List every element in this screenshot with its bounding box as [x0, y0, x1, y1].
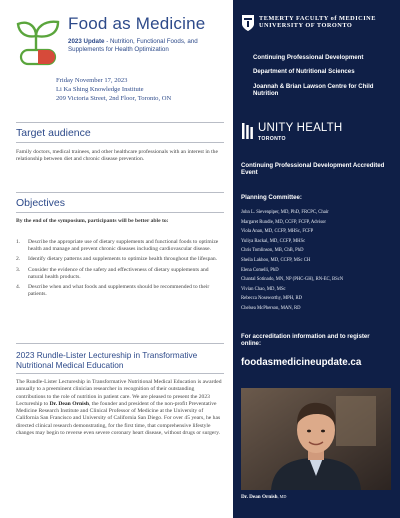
list-item: 1. Describe the appropriate use of dietary supplements and functional foods to optimize health and manage and prevent chronic diseases including cardiovascular disease. [16, 239, 219, 253]
department-item: Department of Nutritional Sciences [253, 68, 355, 76]
list-item: Viola Anan, MD, CCFP, MHSc, FCFP [241, 229, 314, 235]
planning-committee-list [241, 208, 395, 314]
planning-committee-heading: Planning Committee: [241, 194, 302, 201]
lectureship-text: The Rundle-Lister Lectureship in Transformative Nutritional Medical Education is awarded annually to a preeminent clinician researcher in recognition of their outstanding contributions to the role of nutrition in patient care. We are pleased to present the 2023 Lectureship to Dr. Dean Ornish, the founder and president of the non-profit Preventative Medicine Research Institute and Clinical Professor of Medicine at the University of California San Francisco and University of California San Diego. For over 45 years, he has directed clinical research demonstrating, for the first time, that comprehensive lifestyle changes may begin to reverse even severe coronary heart disease, without drugs or surgery. [16, 379, 222, 437]
unity-health-logo [241, 122, 391, 152]
divider [16, 343, 224, 344]
target-audience-text: Family doctors, medical trainees, and other healthcare professionals with an interest in the relationship between diet and chronic disease prevention. [16, 149, 218, 163]
event-title: Food as Medicine [68, 14, 206, 33]
unity-health-mark-icon [241, 122, 254, 140]
speaker-portrait-icon [241, 388, 391, 490]
uoft-name: TEMERTY FACULTY of MEDICINE UNIVERSITY OF TORONTO [259, 15, 376, 30]
header [0, 0, 233, 112]
list-item: Rebecca Noseworthy, MPH, RD [241, 296, 303, 302]
accreditation-info: For accreditation information and to register online: [241, 333, 370, 348]
objectives-heading: Objectives [16, 197, 66, 209]
list-item: John L. Sievenpiper, MD, PhD, FRCPC, Chair [241, 210, 329, 215]
unity-health-sub: TORONTO [258, 136, 286, 142]
lectureship-heading: 2023 Rundle-Lister Lectureship in Transformative Nutritional Medical Education [16, 350, 198, 370]
unity-health-name: UNITY HEALTH [258, 122, 343, 134]
divider [16, 212, 224, 213]
event-date: Friday November 17, 2023 [56, 77, 128, 84]
speaker-photo [241, 388, 391, 490]
department-item: Continuing Professional Development [253, 54, 364, 61]
divider [16, 122, 224, 123]
crest-icon [241, 14, 255, 32]
objectives-list [16, 239, 223, 301]
event-venue: Li Ka Shing Knowledge Institute [56, 86, 144, 93]
accredited-event: Continuing Professional Development Accredited Event [241, 162, 385, 177]
list-item: Vivian Chao, MD, MSc [241, 286, 286, 292]
subtitle-highlight: 2023 Update [68, 38, 105, 45]
list-item: Margaret Rundle, MD, CCFP, FCFP, Advisor [241, 219, 326, 225]
list-item: Elena Comelli, PhD [241, 267, 279, 273]
event-info [56, 76, 232, 103]
list-item: Chantal Sotinado, MN, NP (PHC-GH), RN-EC, BScN [241, 277, 344, 283]
speaker-name: Dr. Dean Ornish [49, 400, 89, 407]
event-address: 209 Victoria Street, 2nd Floor, Toronto, ON [56, 95, 172, 102]
uoft-logo [241, 12, 393, 42]
leaf-capsule-logo-icon [14, 18, 62, 68]
list-item: 3. Consider the evidence of the safety and effectiveness of dietary supplements and natural health products. [16, 266, 209, 280]
sidebar [233, 0, 400, 518]
list-item: 2. Identify dietary patterns and supplements to optimize health throughout the lifespan. [16, 256, 218, 263]
list-item: 4. Describe when and what foods and supplements should be recommended to their patients. [16, 284, 210, 298]
photo-caption: Dr. Dean Ornish, MD [241, 494, 287, 500]
objectives-lead: By the end of the symposium, participants will be better able to: [16, 218, 169, 224]
divider [16, 142, 224, 143]
list-item: Yuliya Rackal, MD, CCFP, MHSc [241, 238, 306, 244]
list-item: Chelsea McPherson, MAN, RD [241, 305, 301, 311]
list-item: Chris Tomlinson, MB, ChB, PhD [241, 248, 304, 254]
event-subtitle [68, 38, 230, 53]
target-audience-heading: Target audience [16, 127, 91, 139]
divider [16, 373, 224, 374]
divider [16, 192, 224, 193]
department-item: Joannah & Brian Lawson Centre for Child Nutrition [253, 82, 374, 98]
registration-link[interactable]: foodasmedicineupdate.ca [241, 357, 362, 368]
list-item: Sheila Lakhoo, MD, CCFP, MSc CH [241, 257, 311, 263]
department-list [253, 54, 393, 105]
subtitle-rest: - Nutrition, Functional Foods, and Supplements for Health Optimization [68, 38, 198, 53]
